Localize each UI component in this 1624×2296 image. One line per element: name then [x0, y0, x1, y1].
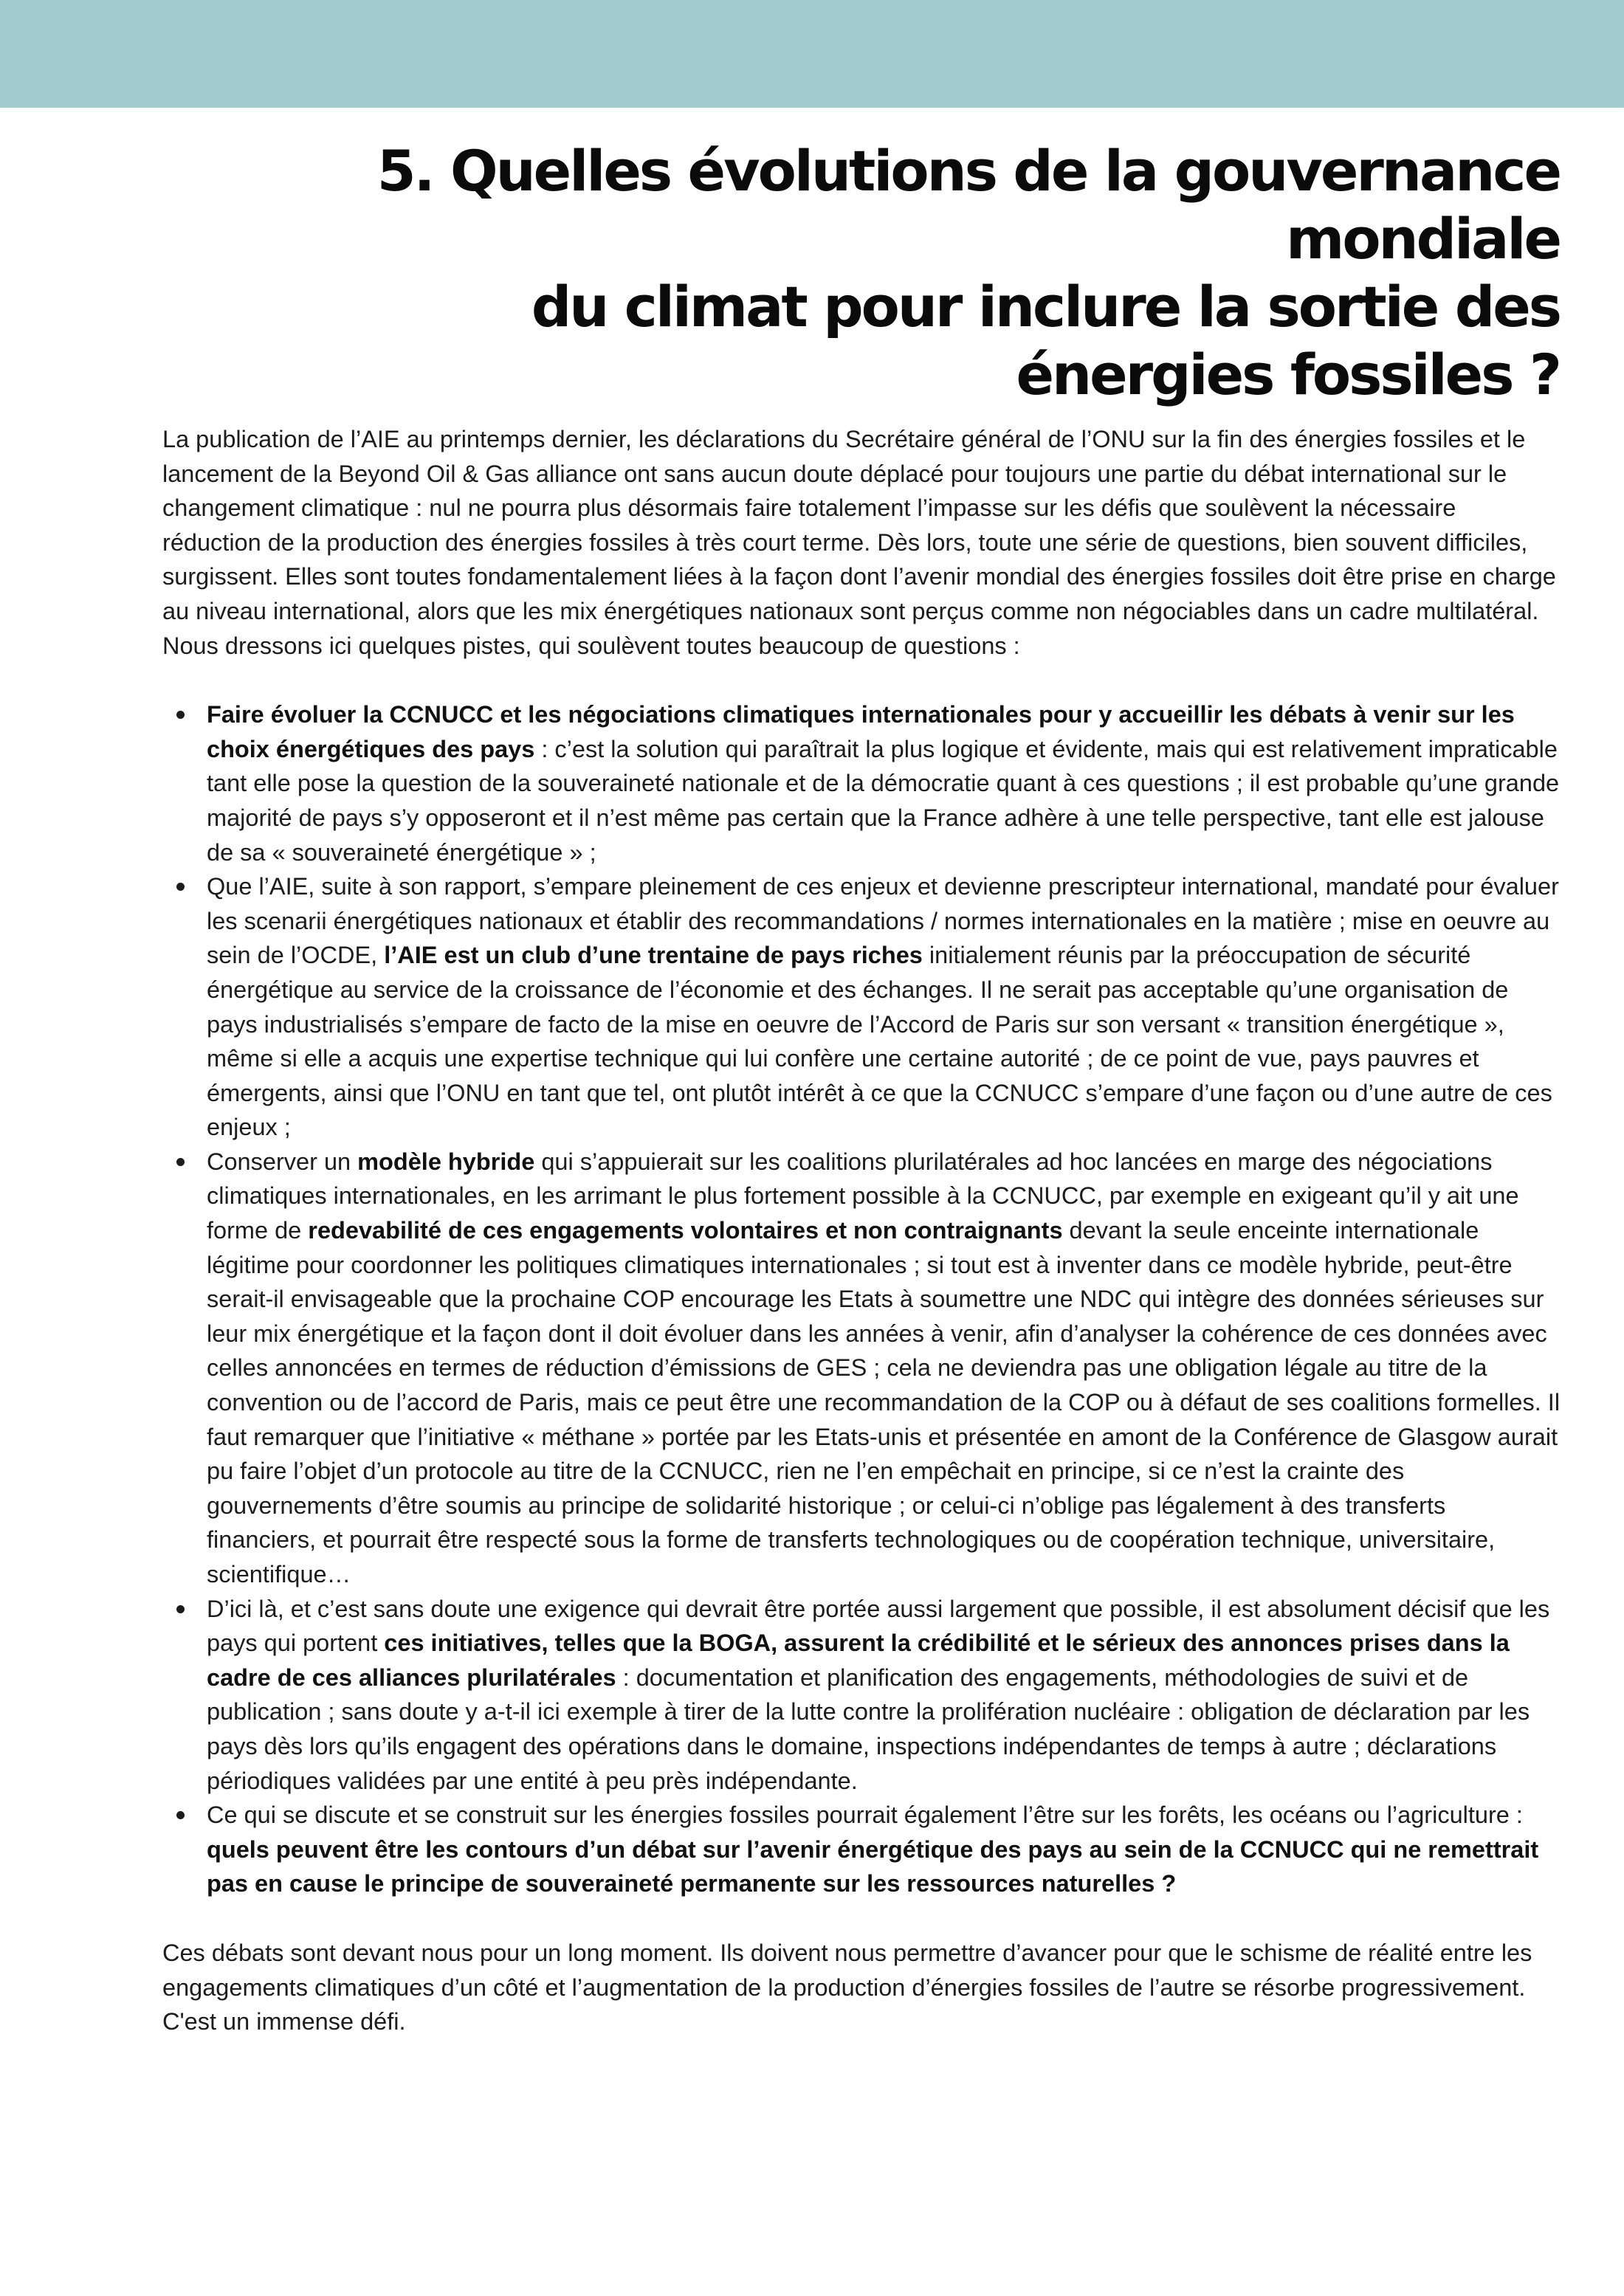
body-text: : documentation et planification des engagements, méthodologies de suivi et de publication ; sans doute y a-t-il ici exemple à tirer de la lutte contre la prolifération nucléaire : obligation de déclaration par les pays dès lors qu’ils engagent des opérations dans le domaine, inspections indépendantes de temps à autre ; déclarations périodiques validées par une entité à peu près indépendante. — [207, 1664, 1530, 1794]
page-title-line-2: du climat pour inclure la sortie des — [531, 274, 1560, 339]
list-item — [207, 1798, 1561, 1901]
page-title-line-1: 5. Quelles évolutions de la gouvernance mondiale — [376, 138, 1560, 272]
conclusion-paragraph: Ces débats sont devant nous pour un long moment. Ils doivent nous permettre d’avancer pour que le schisme de réalité entre les engagements climatiques d’un côté et l’augmentation de la production d’énergies fossiles de l’autre se résorbe progressivement. C'est un immense défi. — [162, 1939, 1532, 2035]
page-title — [111, 137, 1560, 409]
body-text: Ce qui se discute et se construit sur les énergies fossiles pourrait également l’être sur les forêts, les océans ou l’agriculture : — [207, 1802, 1523, 1829]
body-text: devant la seule enceinte internationale légitime pour coordonner les politiques climatiques internationales ; si tout est à inventer dans ce modèle hybride, peut-être serait-il envisageable que la prochaine COP encourage les Etats à soumettre une NDC qui intègre des données sérieuses sur leur mix énergétique et la façon dont il doit évoluer dans les années à venir, afin d’analyser la cohérence de ces données avec celles annoncées en termes de réduction d’émissions de GES ; cela ne deviendra pas une obligation légale au titre de la convention ou de l’accord de Paris, mais ce peut être une recommandation de la COP ou à défaut de ses coalitions formelles. Il faut remarquer que l’initiative « méthane » portée par les Etats-unis et présentée en amont de la Conférence de Glasgow aurait pu faire l’objet d’un protocole au titre de la CCNUCC, rien ne l’en empêchait en principe, si ce n’est la crainte des gouvernements d’être soumis au principe de solidarité historique ; or celui-ci n’oblige pas légalement à des transferts financiers, et pourrait être respecté sous la forme de transferts technologiques ou de coopération technique, universitaire, scientifique… — [207, 1217, 1561, 1587]
proposals-list — [162, 697, 1561, 1901]
body-text: D’ici là, et c’est sans doute une exigence qui devrait être portée aussi largement que possible, il est absolument décisif que les pays qui portent — [207, 1595, 1550, 1657]
list-item — [207, 1592, 1561, 1799]
header-band — [0, 0, 1624, 108]
intro-paragraph: La publication de l’AIE au printemps dernier, les déclarations du Secrétaire général de l’ONU sur la fin des énergies fossiles et le lancement de la Beyond Oil & Gas alliance ont sans aucun doute déplacé pour toujours une partie du débat international sur le changement climatique : nul ne pourra plus désormais faire totalement l’impasse sur les défis que soulèvent la nécessaire réduction de la production des énergies fossiles à très court terme. Dès lors, toute une série de questions, bien souvent difficiles, surgissent. Elles sont toutes fondamentalement liées à la façon dont l’avenir mondial des énergies fossiles doit être prise en charge au niveau international, alors que les mix énergétiques nationaux sont perçus comme non négociables dans un cadre multilatéral. Nous dressons ici quelques pistes, qui soulèvent toutes beaucoup de questions : — [162, 426, 1556, 659]
bold-text: redevabilité de ces engagements volontaires et non contraignants — [308, 1217, 1063, 1244]
list-item — [207, 697, 1561, 869]
article-body — [162, 422, 1561, 2039]
body-text: initialement réunis par la préoccupation de sécurité énergétique au service de la croissance de l’économie et des échanges. Il ne serait pas acceptable qu’une organisation de pays industrialisés s’empare de facto de la mise en oeuvre de l’Accord de Paris sur son versant « transition énergétique », même si elle a acquis une expertise technique qui lui confère une certaine autorité ; de ce point de vue, pays pauvres et émergents, ainsi que l’ONU en tant que tel, ont plutôt intérêt à ce que la CCNUCC s’empare d’une façon ou d’une autre de ces enjeux ; — [207, 942, 1552, 1141]
body-text: Conserver un — [207, 1148, 358, 1175]
body-text: Que l’AIE, suite à son rapport, s’empare pleinement de ces enjeux et devienne prescripteur international, mandaté pour évaluer les scenarii énergétiques nationaux et établir des recommandations / normes internationales en la matière ; mise en oeuvre au sein de l’OCDE, — [207, 873, 1559, 969]
body-text: qui s’appuierait sur les coalitions plurilatérales ad hoc lancées en marge des négociations climatiques internationales, en les arrimant le plus fortement possible à la CCNUCC, par exemple en exigeant qu’il y ait une forme de — [207, 1148, 1519, 1244]
bold-text: l’AIE est un club d’une trentaine de pays riches — [384, 942, 923, 969]
bold-text: quels peuvent être les contours d’un débat sur l’avenir énergétique des pays au sein de la CCNUCC qui ne remettrait pas en cause le principe de souveraineté permanente sur les ressources naturelles ? — [207, 1835, 1539, 1897]
bold-text: ces initiatives, telles que la BOGA, assurent la crédibilité et le sérieux des annonces prises dans la cadre de ces alliances plurilatérales — [207, 1630, 1510, 1691]
bold-text: modèle hybride — [357, 1148, 535, 1175]
list-item — [207, 1145, 1561, 1592]
list-item — [207, 869, 1561, 1145]
page-title-line-3: énergies fossiles ? — [1016, 342, 1560, 407]
bold-text: Faire évoluer la CCNUCC et les négociations climatiques internationales pour y accueillir les débats à venir sur les choix énergétiques des pays — [207, 701, 1515, 762]
body-text: : c’est la solution qui paraîtrait la plus logique et évidente, mais qui est relativement impraticable tant elle pose la question de la souveraineté nationale et de la démocratie quant à ces questions ; il est probable qu’une grande majorité de pays s’y opposeront et il n’est même pas certain que la France adhère à une telle perspective, tant elle est jalouse de sa « souveraineté énergétique » ; — [207, 735, 1560, 866]
